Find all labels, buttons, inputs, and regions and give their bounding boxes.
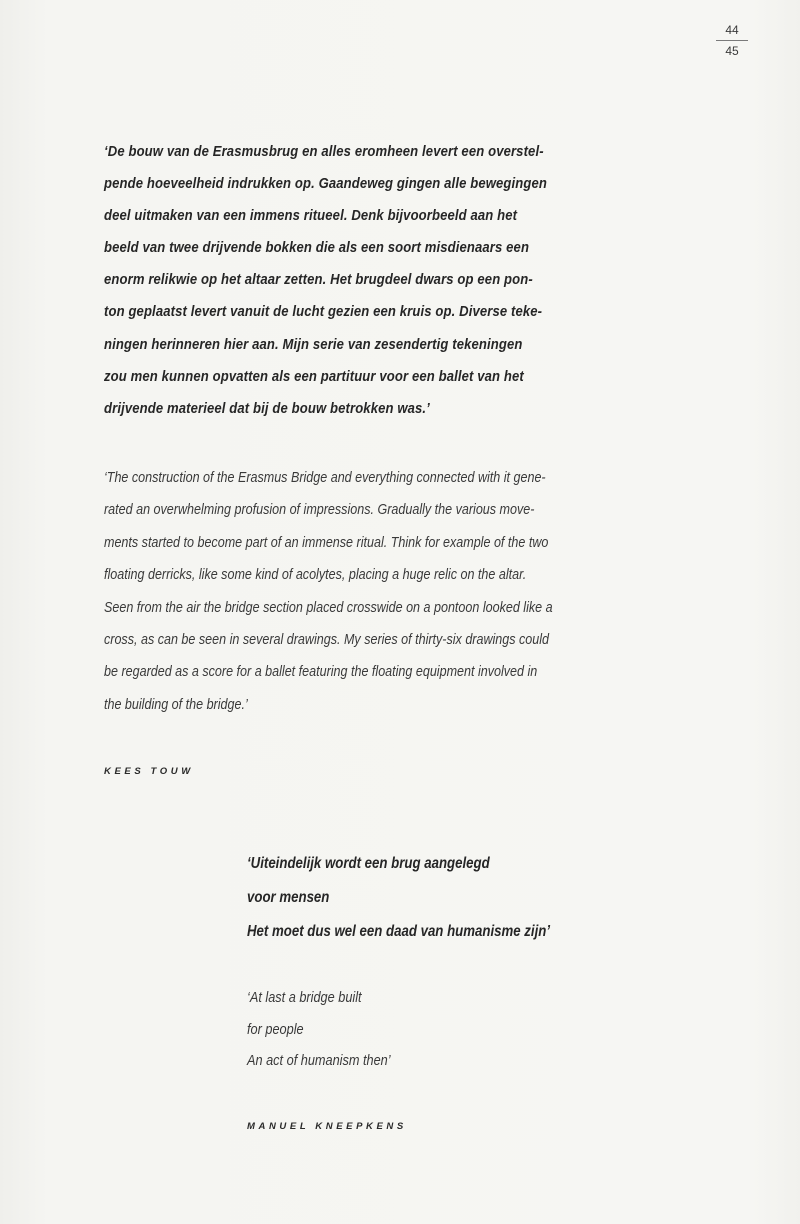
poem-line: ‘At last a bridge built	[247, 990, 362, 1006]
page-number-right: 45	[725, 44, 739, 58]
author-manuel-kneepkens: MANUEL KNEEPKENS	[247, 1121, 407, 1132]
quote-line: the building of the bridge.’	[104, 696, 248, 713]
quote-line: ‘De bouw van de Erasmusbrug en alles eromheen levert een overstel-	[104, 143, 544, 160]
quote-line: pende hoeveelheid indrukken op. Gaandeweg gingen alle bewegingen	[104, 175, 547, 193]
poem-line: for people	[247, 1021, 304, 1038]
poem-line: voor mensen	[247, 889, 330, 906]
poem-line: ‘Uiteindelijk wordt een brug aangelegd	[247, 855, 490, 872]
quote-line: enorm relikwie op het altaar zetten. Het brugdeel dwars op een pon-	[104, 271, 533, 289]
english-quote-1	[104, 462, 674, 721]
page-numbers	[716, 22, 748, 59]
poem-line: Het moet dus wel een daad van humanisme zijn’	[247, 923, 551, 940]
quote-line: floating derricks, like some kind of acolytes, placing a huge relic on the altar.	[104, 567, 527, 584]
quote-line: Seen from the air the bridge section placed crosswide on a pontoon looked like a	[104, 599, 553, 616]
quote-line: be regarded as a score for a ballet featuring the floating equipment involved in	[104, 664, 538, 681]
quote-line: ningen herinneren hier aan. Mijn serie van zesendertig tekeningen	[104, 335, 523, 353]
quote-line: rated an overwhelming profusion of impressions. Gradually the various move-	[104, 502, 535, 519]
quote-line: ton geplaatst levert vanuit de lucht gezien een kruis op. Diverse teke-	[104, 303, 543, 321]
poem-line: An act of humanism then’	[247, 1053, 391, 1069]
quote-line: beeld van twee drijvende bokken die als een soort misdienaars een	[104, 239, 530, 257]
dutch-quote-1	[104, 136, 674, 425]
quote-line: cross, as can be seen in several drawings. My series of thirty-six drawings could	[104, 632, 550, 649]
page-number-left: 44	[725, 23, 739, 37]
quote-line: zou men kunnen opvatten als een partituur voor een ballet van het	[104, 367, 524, 385]
quote-line: deel uitmaken van een immens ritueel. Denk bijvoorbeeld aan het	[104, 207, 518, 225]
author-kees-touw: KEES TOUW	[104, 766, 194, 777]
page-number-divider	[716, 40, 748, 41]
quote-line: drijvende materieel dat bij de bouw betrokken was.’	[104, 399, 430, 417]
quote-line: ‘The construction of the Erasmus Bridge and everything connected with it gene-	[104, 470, 546, 486]
quote-line: ments started to become part of an immense ritual. Think for example of the two	[104, 534, 549, 551]
dutch-poem	[247, 847, 687, 949]
english-poem	[247, 983, 687, 1078]
